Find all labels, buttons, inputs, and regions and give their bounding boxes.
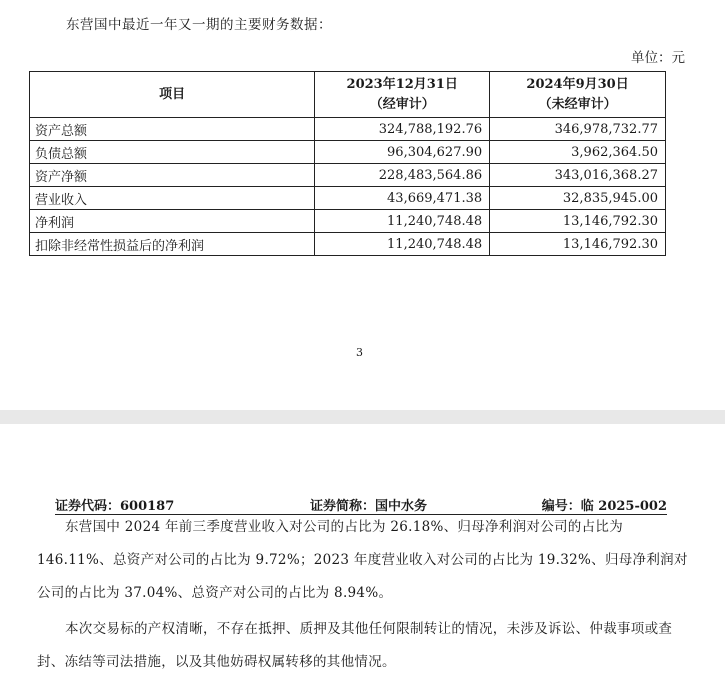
paragraph-ratios-text: 东营国中 2024 年前三季度营业收入对公司的占比为 26.18%、归母净利润对公司的占比为 146.11%、总资产对公司的占比为 9.72%；2023 年度营业收入对公司的占比为 19.32%、归母净利润对公司的占比为 37.04%、总资产对公司的占比为 8.94%。 xyxy=(37,519,688,601)
row-value-2024: 346,978,732.77 xyxy=(490,118,666,141)
page-separator xyxy=(0,410,725,424)
unit-label: 单位：元 xyxy=(631,50,685,66)
header-col-2024-date: 2024年9月30日 xyxy=(526,76,629,92)
row-value-2024: 3,962,364.50 xyxy=(490,141,666,164)
row-item: 净利润 xyxy=(30,210,315,233)
table-row xyxy=(30,164,666,187)
row-value-2023: 324,788,192.76 xyxy=(315,118,490,141)
paragraph-ownership-text: 本次交易标的产权清晰，不存在抵押、质押及其他任何限制转让的情况，未涉及诉讼、仲裁事项或查封、冻结等司法措施，以及其他妨碍权属转移的其他情况。 xyxy=(37,621,673,670)
intro-text: 东营国中最近一年又一期的主要财务数据： xyxy=(66,17,332,33)
announcement-number: 编号：临 2025-002 xyxy=(541,499,667,514)
table-row xyxy=(30,118,666,141)
table-row xyxy=(30,141,666,164)
row-value-2024: 13,146,792.30 xyxy=(490,233,666,256)
row-value-2023: 11,240,748.48 xyxy=(315,210,490,233)
row-value-2023: 96,304,627.90 xyxy=(315,141,490,164)
row-value-2023: 43,669,471.38 xyxy=(315,187,490,210)
row-item: 扣除非经常性损益后的净利润 xyxy=(30,233,315,256)
header-col-2023-audit: （经审计） xyxy=(369,96,435,112)
row-item: 资产总额 xyxy=(30,118,315,141)
row-value-2024: 32,835,945.00 xyxy=(490,187,666,210)
header-col-2023-date: 2023年12月31日 xyxy=(346,76,458,92)
row-item: 资产净额 xyxy=(30,164,315,187)
table-row xyxy=(30,210,666,233)
row-value-2023: 228,483,564.86 xyxy=(315,164,490,187)
row-item: 负债总额 xyxy=(30,141,315,164)
table-row xyxy=(30,233,666,256)
paragraph-ownership xyxy=(37,613,691,679)
row-value-2024: 343,016,368.27 xyxy=(490,164,666,187)
table-row xyxy=(30,187,666,210)
header-item: 项目 xyxy=(30,72,315,118)
row-value-2024: 13,146,792.30 xyxy=(490,210,666,233)
security-code: 证券代码：600187 xyxy=(55,499,175,514)
header-col-2024 xyxy=(490,72,666,118)
page-number: 3 xyxy=(356,346,363,359)
financial-data-table xyxy=(29,71,666,256)
paragraph-ratios xyxy=(37,511,691,610)
header-col-2024-audit: （未经审计） xyxy=(538,96,617,112)
row-item: 营业收入 xyxy=(30,187,315,210)
security-abbreviation: 证券简称：国中水务 xyxy=(310,499,428,514)
row-value-2023: 11,240,748.48 xyxy=(315,233,490,256)
table-header-row xyxy=(30,72,666,118)
header-col-2023 xyxy=(315,72,490,118)
